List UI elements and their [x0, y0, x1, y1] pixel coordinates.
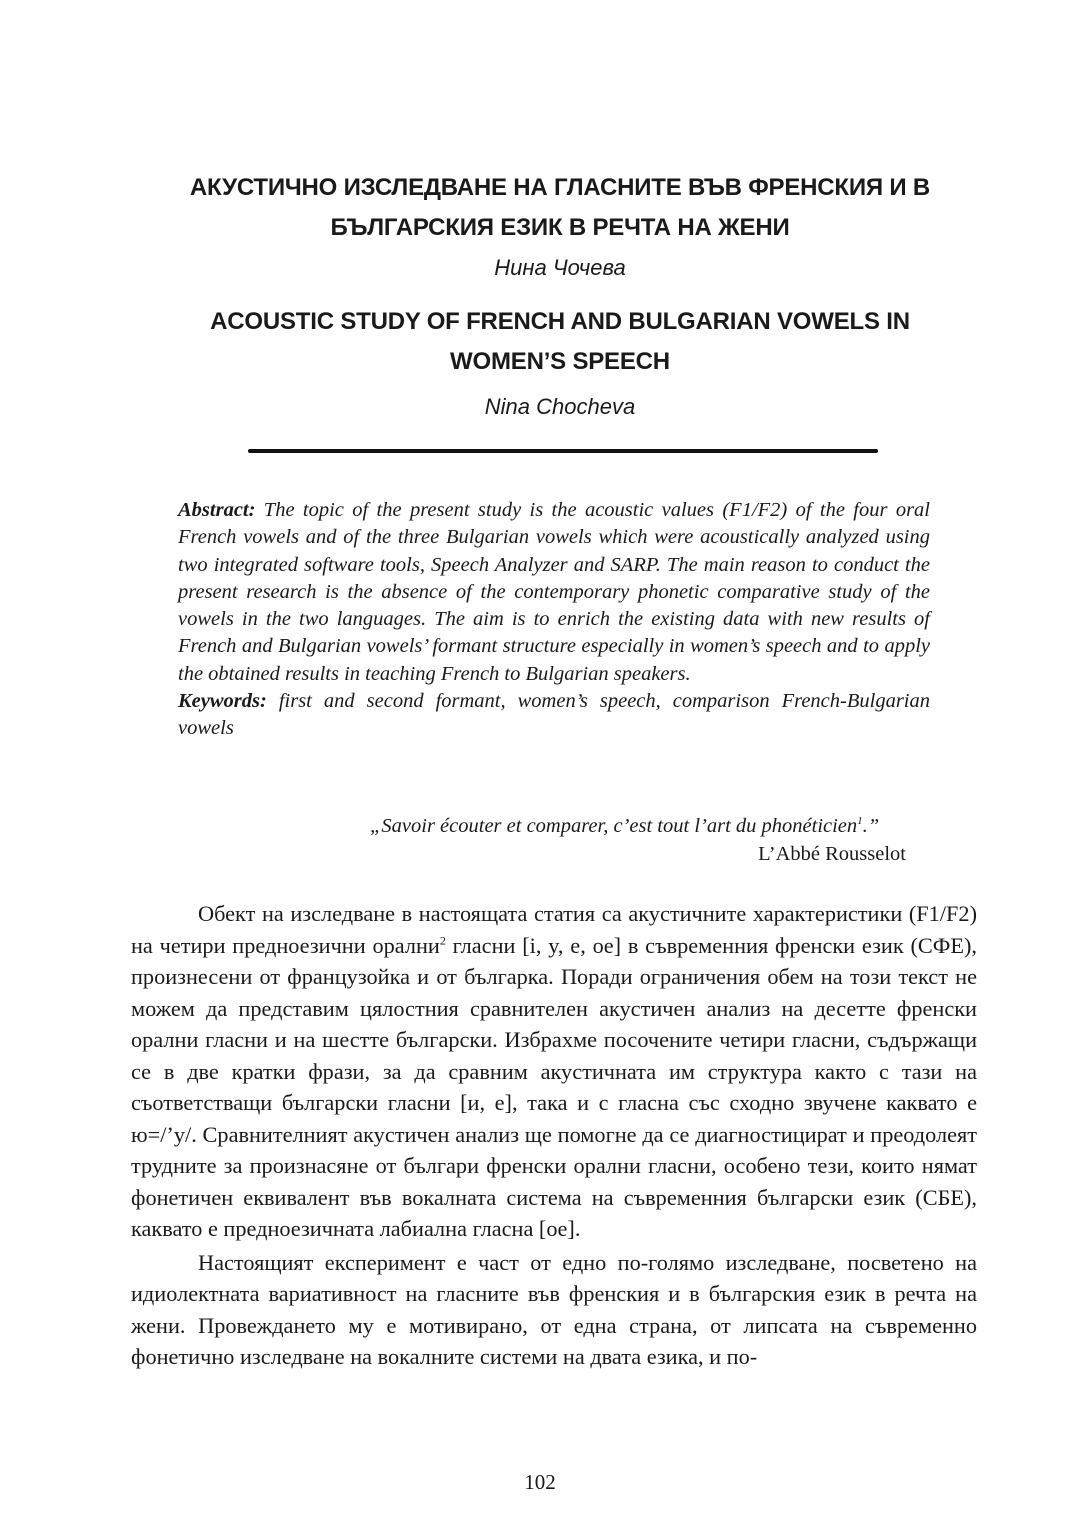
- abstract-label: Abstract:: [178, 499, 256, 521]
- title-divider: [248, 449, 878, 453]
- epigraph-quote-text: „Savoir écouter et comparer, c’est tout l’art du phonéticien: [370, 815, 858, 837]
- body-text: [131, 898, 977, 1373]
- epigraph-quote-end: .”: [862, 815, 880, 837]
- body-paragraph-1-part-b: гласни [i, y, e, oe] в съвременния френски език (СФЕ), произнесени от французойка и от българка. Поради ограничения обем на този текст не можем да представим цялостния сравнителен акустичен анализ на десетте френски орални гласни и на шестте български. Избрахме посочените четири гласни, съдържащи се в две кратки фрази, за да сравним акустичната им структура както с тази на съответстващи български гласни [и, е], така и с гласна със сходно звучене каквато е ю=/’у/. Сравнителният акустичен анализ ще помогне да се диагностицират и преодолеят трудните за произнасяне от българи френски орални гласни, особено тези, които нямат фонетичен еквивалент във вокалната система на съвременния български език (СБЕ), каквато е предноезичната лабиална гласна [oe].: [131, 932, 977, 1241]
- keywords-text: first and second formant, women’s speech, comparison French-Bulgarian vowels: [178, 690, 930, 740]
- body-paragraph-1-part-a: Обект на изследване в настоящата статия са акустичните характеристики (F1/F2) на четири предноезични орални: [131, 901, 977, 958]
- abstract-paragraph: [178, 497, 930, 688]
- page-number: 102: [524, 1470, 556, 1494]
- epigraph-attribution: L’Abbé Rousselot: [758, 843, 906, 865]
- title-bulgarian-line-1: АКУСТИЧНО ИЗСЛЕДВАНЕ НА ГЛАСНИТЕ ВЪВ ФРЕНСКИЯ И В: [189, 174, 931, 201]
- keywords-label: Keywords:: [178, 690, 267, 713]
- title-english: [120, 302, 1000, 382]
- title-english-line-2: WOMEN’S SPEECH: [450, 348, 670, 375]
- body-paragraph-2: Настоящият експеримент е част от едно по-голямо изследване, посветено на идиолектната вариативност на гласните във френския и в българския език в речта на жени. Провеждането му е мотивирано, от една страна, от липсата на съвременно фонетично изследване на вокалните системи на двата езика, и по-: [131, 1249, 977, 1369]
- keywords-paragraph: [178, 688, 930, 743]
- footnote-ref-1[interactable]: 1: [857, 815, 863, 828]
- author-bulgarian: Нина Чочева: [494, 255, 626, 280]
- title-bulgarian-line-2: БЪЛГАРСКИЯ ЕЗИК В РЕЧТА НА ЖЕНИ: [330, 214, 790, 241]
- title-bulgarian: [120, 168, 1000, 248]
- epigraph: [370, 812, 970, 868]
- author-english: Nina Chocheva: [484, 394, 636, 419]
- title-english-line-1: ACOUSTIC STUDY OF FRENCH AND BULGARIAN VOWELS IN: [210, 308, 910, 335]
- abstract-text: The topic of the present study is the acoustic values (F1/F2) of the four oral French vowels and of the three Bulgarian vowels which were acoustically analyzed using two integrated software tools, Speech Analyzer and SARP. The main reason to conduct the present research is the absence of the contemporary phonetic comparative study of the vowels in the two languages. The aim is to enrich the existing data with new results of French and Bulgarian vowels’ formant structure especially in women’s speech and to apply the obtained results in teaching French to Bulgarian speakers.: [178, 499, 930, 685]
- body-paragraph-1: [131, 898, 977, 1245]
- epigraph-quote: [370, 812, 970, 840]
- footnote-ref-2[interactable]: 2: [439, 933, 446, 948]
- abstract-block: [178, 497, 930, 743]
